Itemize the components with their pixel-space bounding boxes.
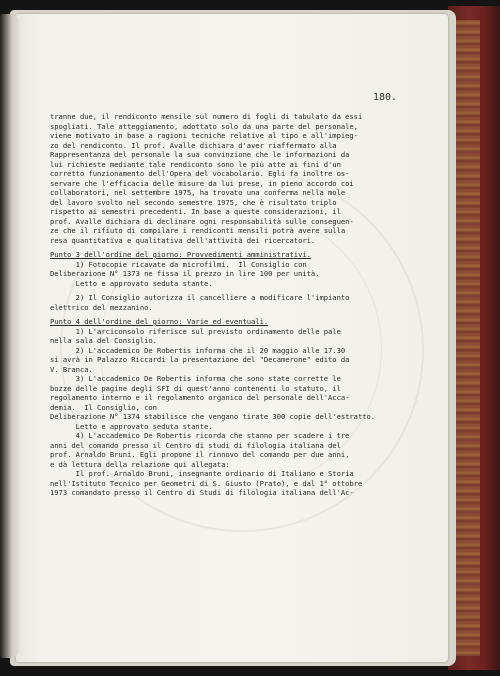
page-number: 180.	[373, 92, 398, 103]
text-line: prof. Avalle dichiara di declinare ogni responsabilità sulle conseguen-	[50, 216, 354, 226]
text-line: 2) L'accademico De Robertis informa che il 20 maggio alle 17.30	[50, 345, 346, 355]
text-line: anni del comando presso il Centro di studi di filologia italiana del	[50, 440, 341, 450]
text-line: nella sala del Consiglio.	[50, 336, 157, 345]
text-line: corretto funzionamento dell'Opera del vocabolario. Egli fa inoltre os-	[50, 169, 350, 178]
facing-page-curl	[0, 14, 20, 658]
text-line: del lavoro svolto nel secondo semestre 1975, che è risultato triplo	[50, 197, 337, 207]
text-line: bozze delle pagine degli SFI di quest'anno contenenti lo statuto, il	[50, 383, 341, 393]
text-line: Letto e approvato seduta stante.	[50, 421, 213, 431]
text-line: nell'Istituto Tecnico per Geometri di S. Giusto (Prato), e dal 1° ottobre	[50, 478, 363, 488]
text-line: prof. Arnaldo Bruni. Egli propone il rinnovo del comando per due anni,	[50, 450, 350, 459]
point-3-heading: Punto 3 dell'ordine del giorno: Provvedimenti amministrativi.	[50, 250, 311, 259]
text-line: Il prof. Arnaldo Bruni, insegnante ordinario di Italiano e Storia	[50, 469, 354, 478]
text-line: viene motivato in base a ragioni tecniche relative al tipo e all'impieg-	[50, 131, 358, 140]
text-line: collaboratori, nel settembre 1975, ha trovato una conferma nella mole	[50, 188, 346, 197]
text-line: elettrico del mezzanino.	[50, 302, 153, 312]
paragraph-1	[50, 112, 444, 245]
document-body	[50, 112, 444, 498]
text-line: 3) L'accademico De Robertis informa che sono state corrette le	[50, 374, 341, 383]
text-line: 4) L'accademico De Robertis ricorda che stanno per scadere i tre	[50, 431, 350, 440]
text-line: Deliberazione N° 1374 stabilisce che vengano tirate 300 copie dell'estratto.	[50, 412, 376, 421]
text-line: V. Branca.	[50, 364, 93, 374]
text-line: lui richieste mediante tale rendiconto sono le più atte ai fini d'un	[50, 159, 341, 169]
text-line: demia. Il Consiglio, con	[50, 402, 157, 412]
point-4-heading: Punto 4 dell'ordine del giorno: Varie ed eventuali.	[50, 317, 269, 326]
text-line: spogliati. Tale atteggiamento, adottato solo da una parte del personale,	[50, 121, 358, 131]
text-line: si avrà in Palazzo Riccardi la presentazione del "Decamerone" edito da	[50, 355, 350, 364]
text-line: 1) L'arciconsolo riferisce sul previsto ordinamento delle pale	[50, 326, 341, 336]
text-line: tranne due, il rendiconto mensile sul numero di fogli di tabulato da essi	[50, 112, 363, 121]
text-line: 2) Il Consiglio autorizza il cancelliere a modificare l'impianto	[50, 293, 350, 302]
text-line: e dà lettura della relazione qui allegata:	[50, 459, 230, 469]
text-line: regolamento interno e il regolamento organico del personale dell'Acca-	[50, 393, 350, 402]
text-line: Letto e approvato seduta stante.	[50, 278, 213, 288]
text-line: zo del rendiconto. Il prof. Avalle dichiara d'aver riaffermato alla	[50, 140, 337, 150]
text-line: Rappresentanza del personale la sua convinzione che le informazioni da	[50, 150, 350, 159]
text-line: Deliberazione N° 1373 ne fissa il prezzo in lire 100 per unità.	[50, 269, 320, 278]
text-line: resa quantitativa e qualitativa dell'attività dei ricercatori.	[50, 235, 316, 245]
text-line: servare che l'efficacia delle misure da lui prese, in pieno accordo coi	[50, 178, 354, 188]
text-line: 1973 comandato presso il Centro di Studi di filologia italiana dell'Ac-	[50, 488, 354, 497]
text-line: ze che il rifiuto di compilare i rendiconti mensili potrà avere sulla	[50, 226, 346, 235]
marbled-edge	[452, 20, 480, 656]
text-line: rispetto ai semestri precedenti. In base a queste considerazioni, il	[50, 207, 341, 216]
text-line: 1) Fotocopie ricavate da microfilmi. Il Consiglio con	[50, 259, 307, 269]
